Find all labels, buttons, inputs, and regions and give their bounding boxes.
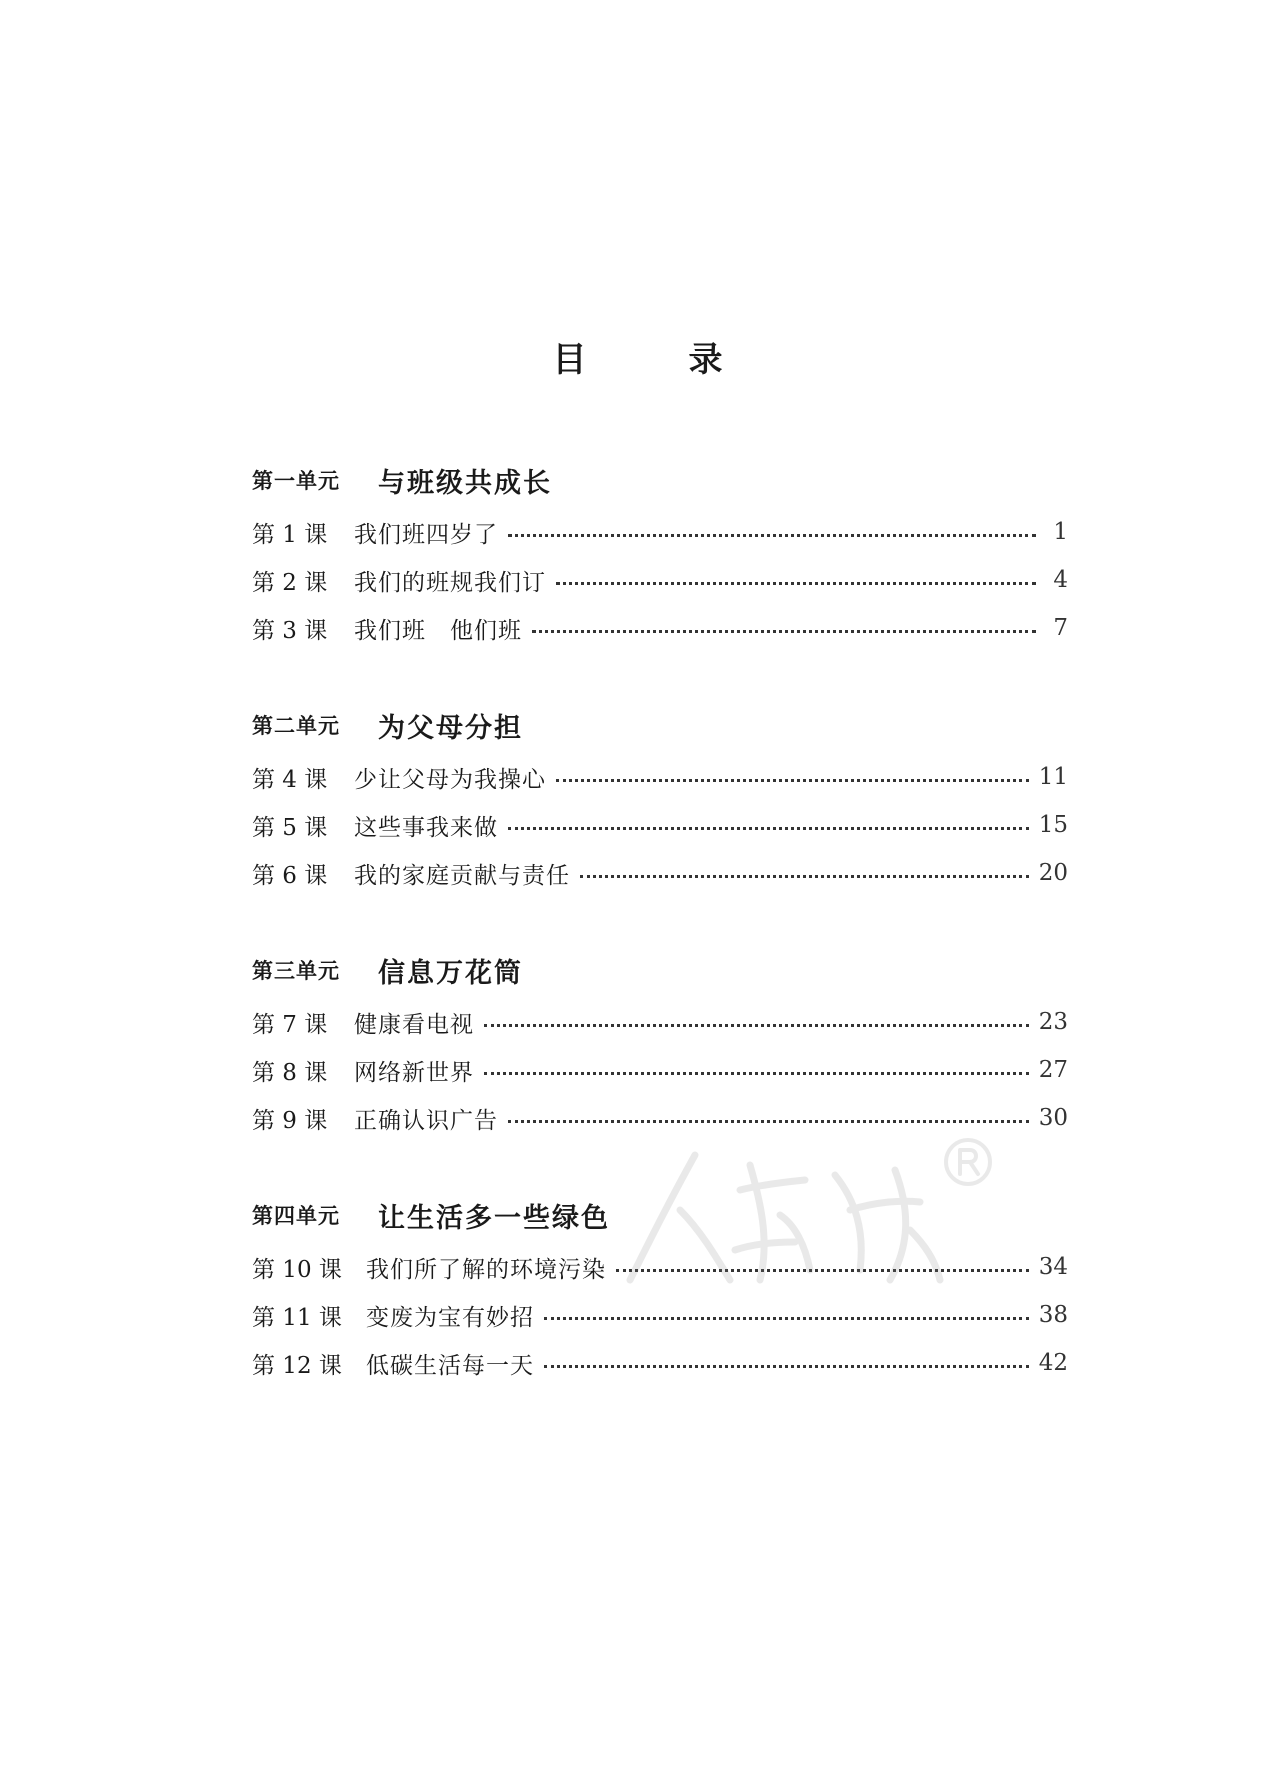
page-number: 23 <box>1038 1009 1068 1035</box>
lesson-title: 少让父母为我操心 <box>354 766 546 793</box>
unit-heading <box>252 456 1068 504</box>
toc-entry[interactable] <box>252 753 1068 801</box>
page-number: 30 <box>1038 1105 1068 1131</box>
dot-leader <box>544 1365 1029 1368</box>
dot-leader <box>508 534 1036 537</box>
unit-section <box>252 701 1068 897</box>
lesson-number: 第 10 课 <box>252 1256 342 1283</box>
dot-leader <box>508 827 1029 830</box>
lesson-number: 第 3 课 <box>252 617 328 644</box>
dot-leader <box>508 1120 1029 1123</box>
lesson-number: 第 6 课 <box>252 862 328 889</box>
publisher-logo-watermark-icon <box>610 1130 1000 1300</box>
lesson-title: 正确认识广告 <box>354 1107 498 1134</box>
toc-entry[interactable] <box>252 849 1068 897</box>
dot-leader <box>556 582 1036 585</box>
toc-entry[interactable] <box>252 508 1068 556</box>
lesson-number: 第 2 课 <box>252 569 328 596</box>
page-number: 38 <box>1038 1302 1068 1328</box>
lesson-title: 我们班 他们班 <box>354 617 522 644</box>
lesson-title: 变废为宝有妙招 <box>366 1304 534 1331</box>
unit-number: 第二单元 <box>252 713 340 738</box>
lesson-number: 第 12 课 <box>252 1352 342 1379</box>
lesson-number: 第 4 课 <box>252 766 328 793</box>
unit-title: 让生活多一些绿色 <box>378 1202 610 1234</box>
lesson-title: 我们班四岁了 <box>354 521 498 548</box>
unit-heading <box>252 946 1068 994</box>
unit-heading <box>252 701 1068 749</box>
unit-number: 第一单元 <box>252 468 340 493</box>
lesson-title: 我们的班规我们订 <box>354 569 546 596</box>
dot-leader <box>532 630 1036 633</box>
toc-entry[interactable] <box>252 1046 1068 1094</box>
page-number: 27 <box>1038 1057 1068 1083</box>
page-number: 34 <box>1038 1254 1068 1280</box>
lesson-number: 第 7 课 <box>252 1011 328 1038</box>
unit-section <box>252 456 1068 652</box>
dot-leader <box>484 1024 1029 1027</box>
lesson-title: 我的家庭贡献与责任 <box>354 862 570 889</box>
unit-section <box>252 946 1068 1142</box>
dot-leader <box>484 1072 1029 1075</box>
lesson-title: 我们所了解的环境污染 <box>366 1256 606 1283</box>
page-number: 11 <box>1038 764 1068 790</box>
dot-leader <box>580 875 1029 878</box>
registered-mark-icon <box>946 1140 990 1184</box>
lesson-title: 低碳生活每一天 <box>366 1352 534 1379</box>
page-title: 目 录 <box>552 340 757 380</box>
page-number: 15 <box>1038 812 1068 838</box>
page-number: 20 <box>1038 860 1068 886</box>
dot-leader <box>544 1317 1029 1320</box>
lesson-number: 第 11 课 <box>252 1304 342 1331</box>
page-number: 42 <box>1038 1350 1068 1376</box>
page-number: 1 <box>1053 519 1068 545</box>
page-number: 4 <box>1053 567 1068 593</box>
toc-entry[interactable] <box>252 556 1068 604</box>
unit-number: 第三单元 <box>252 958 340 983</box>
lesson-number: 第 5 课 <box>252 814 328 841</box>
lesson-number: 第 9 课 <box>252 1107 328 1134</box>
toc-entry[interactable] <box>252 1339 1068 1387</box>
dot-leader <box>556 779 1029 782</box>
page-number: 7 <box>1053 615 1068 641</box>
unit-number: 第四单元 <box>252 1203 340 1228</box>
unit-title: 信息万花筒 <box>378 957 523 989</box>
toc-entry[interactable] <box>252 801 1068 849</box>
lesson-number: 第 1 课 <box>252 521 328 548</box>
lesson-title: 网络新世界 <box>354 1059 474 1086</box>
lesson-title: 健康看电视 <box>354 1011 474 1038</box>
lesson-number: 第 8 课 <box>252 1059 328 1086</box>
toc-entry[interactable] <box>252 604 1068 652</box>
lesson-title: 这些事我来做 <box>354 814 498 841</box>
toc-entry[interactable] <box>252 998 1068 1046</box>
unit-title: 为父母分担 <box>378 712 523 744</box>
unit-title: 与班级共成长 <box>378 467 552 499</box>
